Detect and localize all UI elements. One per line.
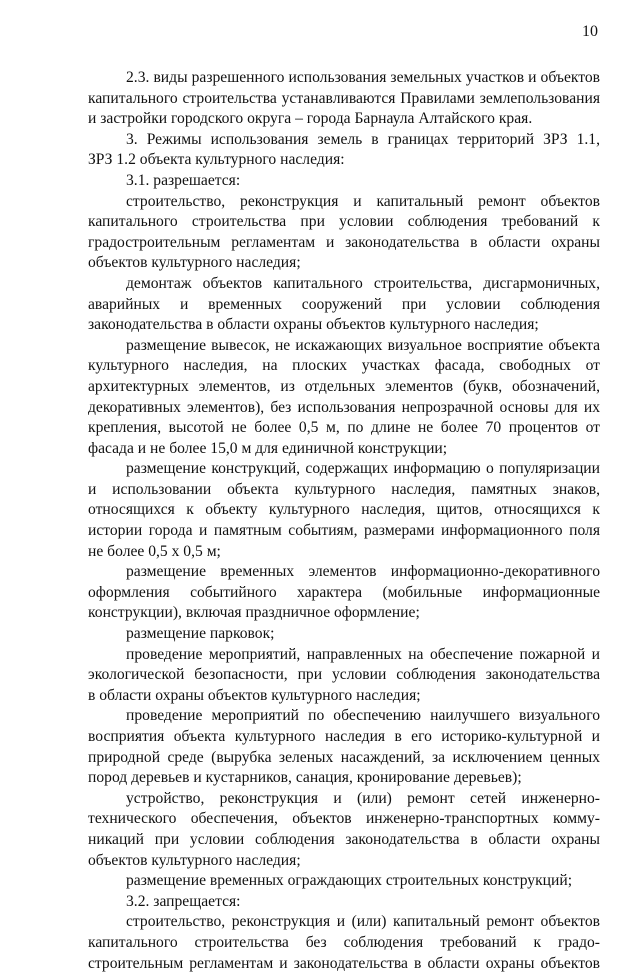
text-line: пород деревьев и кустарников, санация, кронирование деревьев); [88,769,522,787]
text-line: демонтаж объектов капитального строительства, дисгармоничных, [126,274,600,292]
text-line: ЗРЗ 1.2 объекта культурного наследия: [88,151,345,169]
text-line: 3.1. разрешается: [126,171,241,189]
text-line: не более 0,5 х 0,5 м; [88,542,221,560]
text-line: 2.3. виды разрешенного использования земельных участков и объектов [126,69,600,86]
text-line: в области охраны объектов культурного наследия; [88,686,421,704]
text-line: законодательства в области охраны объектов культурного наследия; [88,316,539,334]
text-line: проведение мероприятий, направленных на обеспечение пожарной и [126,645,600,663]
text-line: капитального строительства без соблюдения требований к градо- [88,933,600,951]
text-line: оформления событийного характера (мобильные информационные [88,583,600,601]
text-line: никаций при условии соблюдения законодательства в области охраны [88,830,600,848]
text-line: декоративных элементов), без использования непрозрачной основы для их [88,398,600,416]
text-line: конструкции), включая праздничное оформление; [88,604,420,622]
text-line: капитального строительства при условии соблюдения требований к [88,213,600,231]
text-line: размещение временных элементов информационно-декоративного [126,563,600,581]
text-line: объектов культурного наследия; [88,254,301,272]
text-line: и использовании объекта культурного наследия, памятных знаков, [88,480,600,498]
text-line: 3. Режимы использования земель в границах территорий ЗРЗ 1.1, [126,130,600,148]
text-line: технического обеспечения, объектов инженерно-транспортных комму- [88,810,600,828]
text-line: архитектурных элементов, из отдельных элементов (букв, обозначений, [88,377,600,395]
text-line: капитального строительства устанавливаются Правилами землепользования [88,89,600,107]
text-line: размещение временных ограждающих строительных конструкций; [126,872,573,890]
text-line: культурного наследия, на плоских участках фасада, свободных от [88,357,600,375]
text-line: аварийных и временных сооружений при условии соблюдения [88,295,600,313]
text-line: строительство, реконструкция и капитальный ремонт объектов [126,192,600,210]
text-line: проведение мероприятий по обеспечению наилучшего визуального [126,707,600,725]
document-body [88,68,600,974]
text-line: устройство, реконструкция и (или) ремонт сетей инженерно- [126,789,600,807]
text-line: объектов культурного наследия; [88,851,301,869]
text-line: природной среде (вырубка зеленых насаждений, за исключением ценных [88,748,600,766]
text-line: экологической безопасности, при условии соблюдения законодательства [88,666,600,684]
text-line: размещение парковок; [126,625,275,643]
text-line: фасада и не более 15,0 м для единичной конструкции; [88,439,448,457]
text-line: крепления, высотой не более 0,5 м, по длине не более 70 процентов от [88,419,600,437]
page-number: 10 [582,23,598,40]
text-line: градостроительным регламентам и законодательства в области охраны [88,233,600,251]
text-line: истории города и памятным событиям, размерами информационного поля [88,522,600,540]
text-line: относящихся к объекту культурного наследия, щитов, относящихся к [88,501,600,519]
text-line: строительство, реконструкция и (или) капитальный ремонт объектов [126,913,600,931]
text-line: восприятия объекта культурного наследия в его историко-культурной и [88,728,600,745]
text-line: 3.2. запрещается: [126,892,241,910]
text-line: размещение вывесок, не искажающих визуальное восприятие объекта [126,336,600,354]
text-line: и застройки городского округа – города Барнаула Алтайского края. [88,110,533,128]
text-line: строительным регламентам и законодательства в области охраны объектов [88,954,600,972]
text-line: размещение конструкций, содержащих информацию о популяризации [126,460,600,478]
